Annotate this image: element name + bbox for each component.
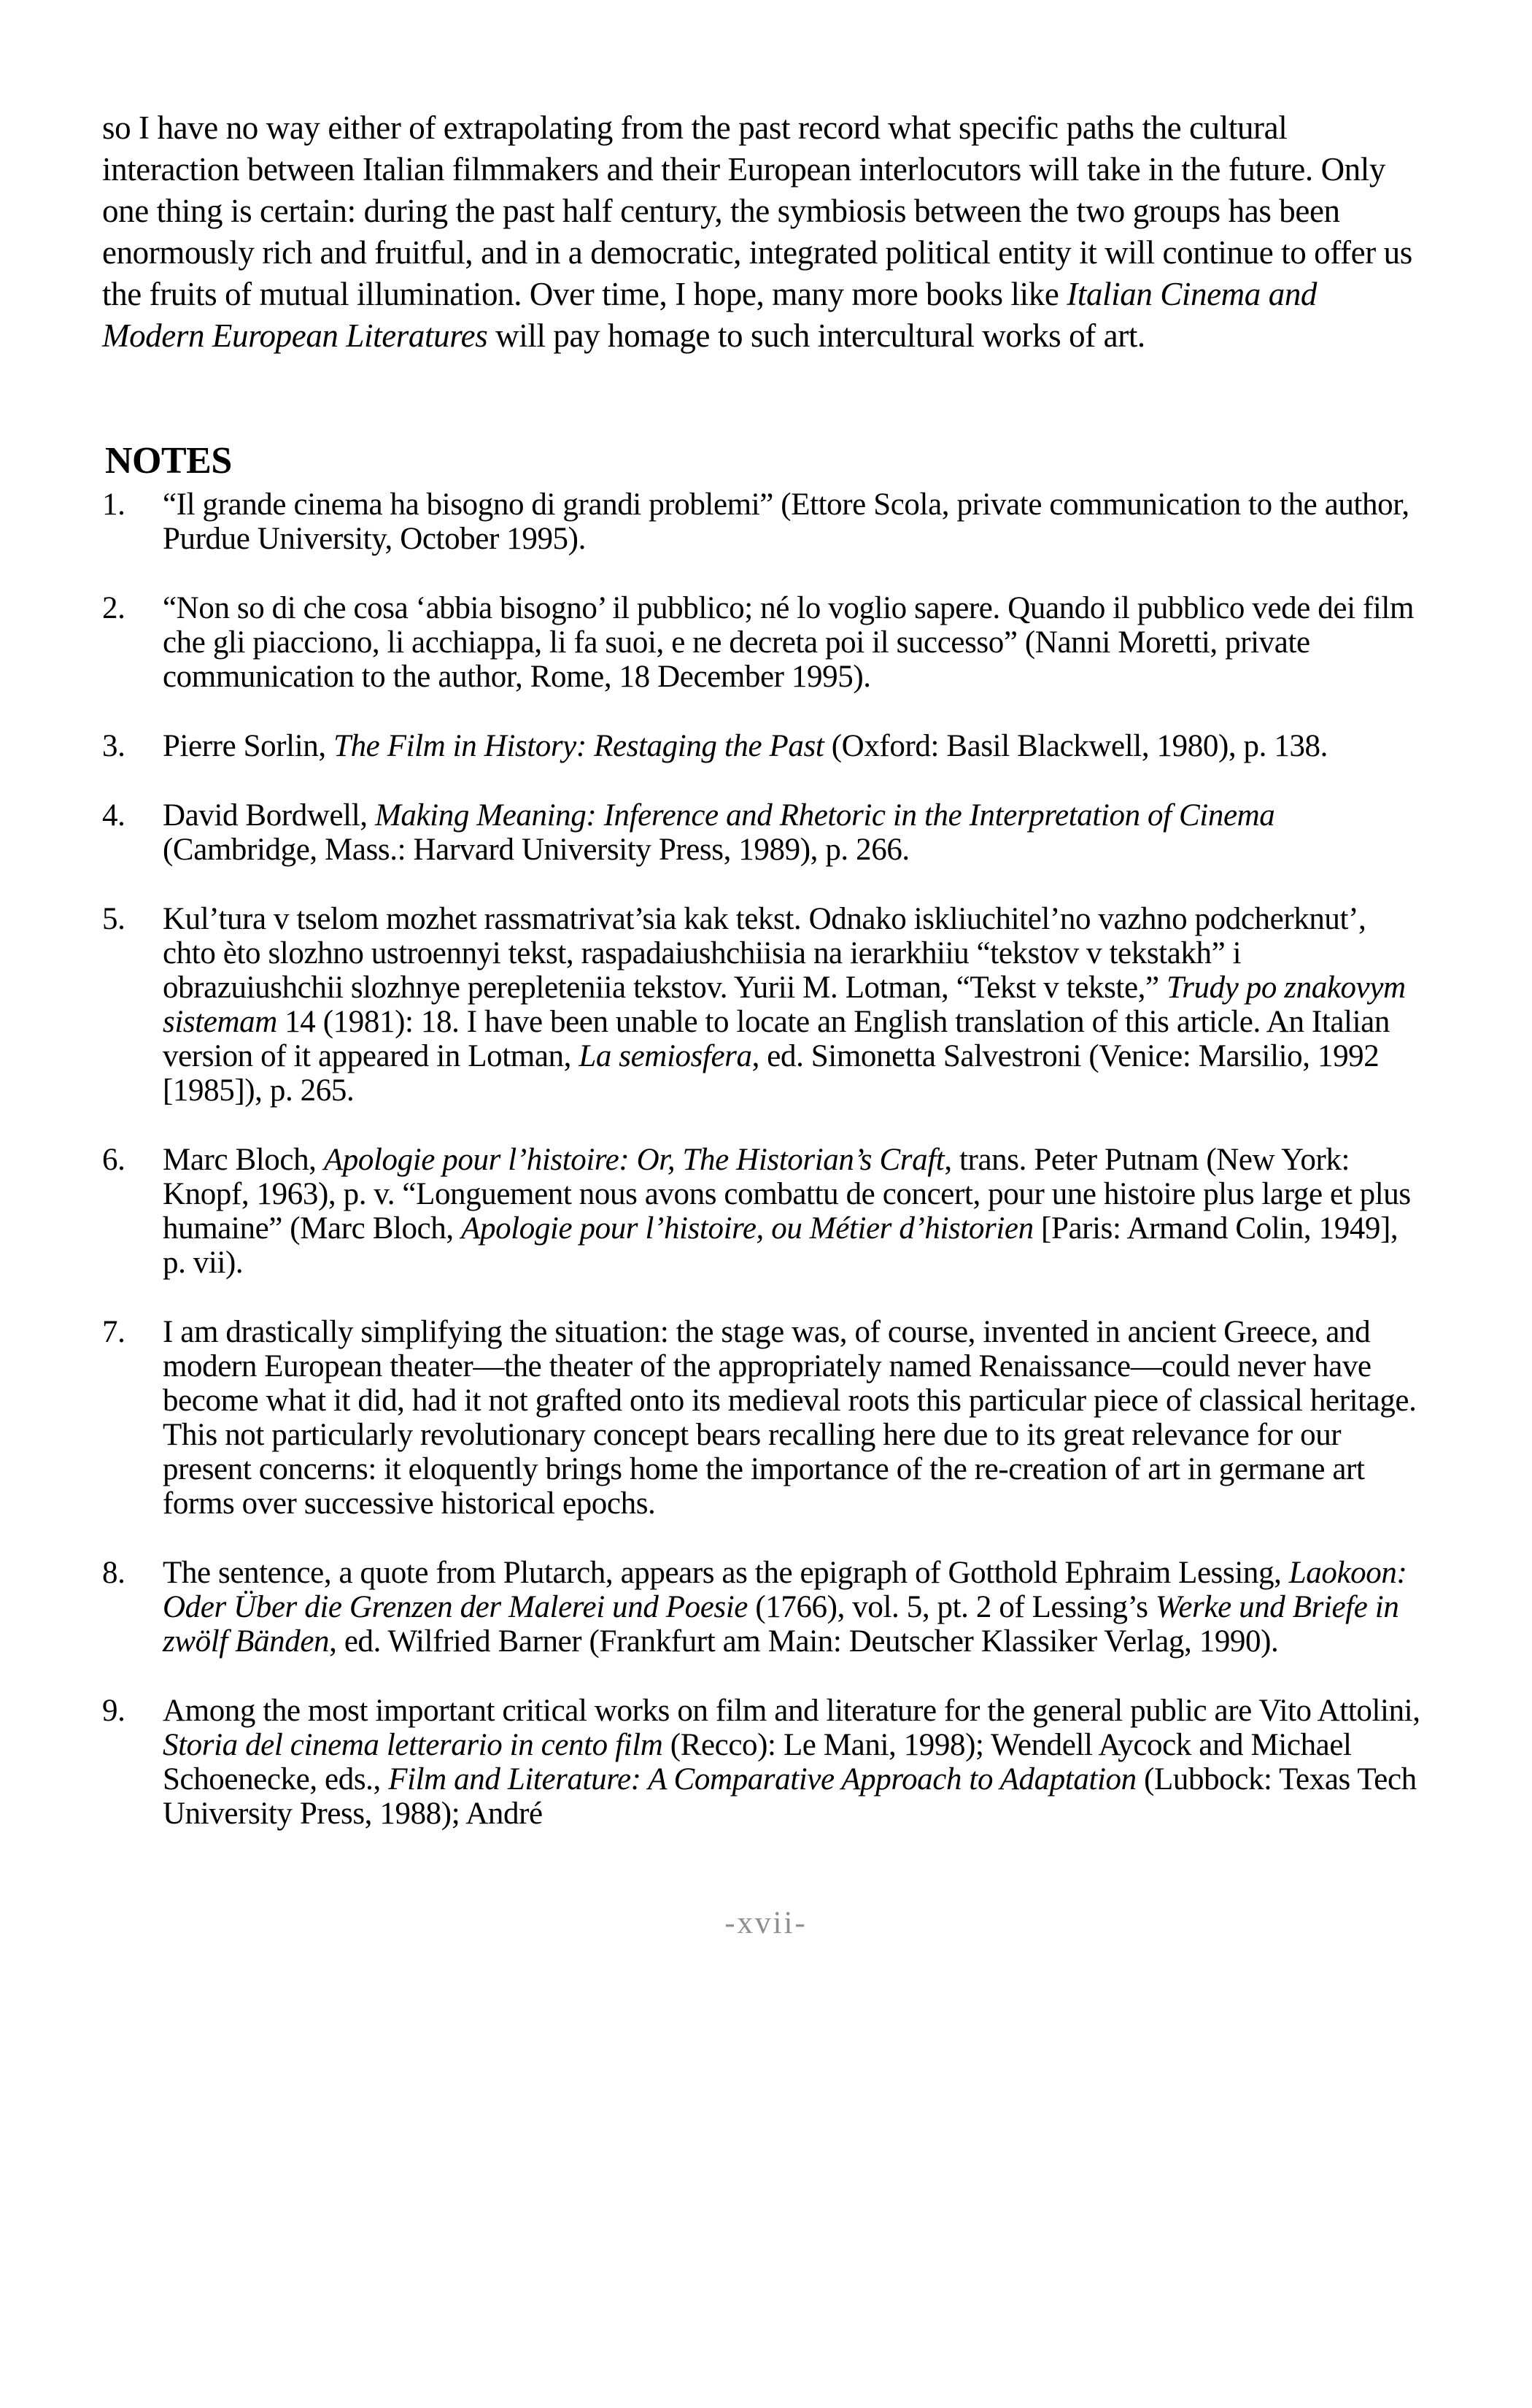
text-run: David Bordwell, xyxy=(163,798,375,833)
text-run: “Il grande cinema ha bisogno di grandi problemi” (Ettore Scola, private communication to the author, Purdue University, October 1995). xyxy=(163,487,1409,556)
text-run: (Lubbock: Texas Tech University Press, 1988); André xyxy=(163,1762,1417,1831)
text-run: (1766), vol. 5, pt. 2 of Lessing’s xyxy=(747,1590,1156,1624)
text-run: (Recco): Le Mani, 1998); Wendell Aycock and Michael Schoenecke, eds., xyxy=(163,1728,1352,1797)
note-text xyxy=(163,902,1426,1108)
text-run: [Paris: Armand Colin, 1949], p. vii). xyxy=(163,1211,1398,1280)
text-run: (Oxford: Basil Blackwell, 1980), p. 138. xyxy=(824,729,1328,763)
text-run: Kul’tura v tselom mozhet rassmatrivat’sia kak tekst. Odnako iskliuchitel’no vazhno podcherknut’, chto èto slozhno ustroennyi tekst, raspadaiushchiisia na ierarkhiiu “tekstov v tekstakh” i obrazuiushchii slozhnye perepleteniia tekstov. Yurii M. Lotman, “Tekst v tekste,” xyxy=(163,902,1366,1005)
note-text xyxy=(163,1556,1426,1659)
italic-text-run: Apologie pour l’histoire, ou Métier d’historien xyxy=(461,1211,1034,1246)
note-number: 4. xyxy=(102,798,125,833)
note-text xyxy=(163,798,1426,867)
note-item xyxy=(102,1556,1426,1659)
italic-text-run: Italian Cinema and Modern European Literatures xyxy=(102,276,1318,354)
text-run: (Cambridge, Mass.: Harvard University Press, 1989), p. 266. xyxy=(163,833,910,867)
note-number: 6. xyxy=(102,1143,125,1177)
italic-text-run: Making Meaning: Inference and Rhetoric in the Interpretation of Cinema xyxy=(374,798,1275,833)
note-item xyxy=(102,1315,1426,1521)
text-run: , trans. Peter Putnam (New York: Knopf, 1963), p. v. “Longuement nous avons combattu de concert, pour une histoire plus large et plus humaine” (Marc Bloch, xyxy=(163,1143,1411,1246)
note-number: 8. xyxy=(102,1556,125,1590)
text-run: so I have no way either of extrapolating from the past record what specific paths the cultural interaction between Italian filmmakers and their European interlocutors will take in the future. Only one thing is certain: during the past half century, the symbiosis between the two groups has been enormously rich and fruitful, and in a democratic, integrated political entity it will continue to offer us the fruits of mutual illumination. Over time, I hope, many more books like xyxy=(102,109,1412,312)
text-run: Among the most important critical works on film and literature for the general public are Vito Attolini, xyxy=(163,1694,1420,1728)
note-number: 5. xyxy=(102,902,125,936)
note-item xyxy=(102,729,1426,763)
notes-heading: NOTES xyxy=(105,440,232,482)
text-run: Pierre Sorlin, xyxy=(163,729,334,763)
note-text xyxy=(163,487,1426,556)
text-run: 14 (1981): 18. I have been unable to locate an English translation of this article. An Italian version of it appeared in Lotman, xyxy=(163,1005,1390,1073)
note-number: 9. xyxy=(102,1694,125,1728)
note-text xyxy=(163,591,1426,694)
italic-text-run: Apologie pour l’histoire: Or, The Historian’s Craft xyxy=(323,1143,945,1177)
italic-text-run: Storia del cinema letterario in cento film xyxy=(163,1728,663,1762)
note-number: 2. xyxy=(102,591,125,625)
note-text xyxy=(163,1315,1426,1521)
note-item xyxy=(102,902,1426,1108)
italic-text-run: Laokoon: Oder Über die Grenzen der Malerei und Poesie xyxy=(163,1556,1407,1624)
note-item xyxy=(102,1694,1426,1831)
note-item xyxy=(102,798,1426,867)
italic-text-run: The Film in History: Restaging the Past xyxy=(333,729,824,763)
italic-text-run: Werke und Briefe in zwölf Bänden xyxy=(163,1590,1399,1659)
page-number: -xvii- xyxy=(724,1906,808,1940)
notes-list xyxy=(102,487,1426,1866)
text-run: I am drastically simplifying the situation: the stage was, of course, invented in ancient Greece, and modern European theater—the theater of the appropriately named Renaissance—could never have become what it did, had it not grafted onto its medieval roots this particular piece of classical heritage. This not particularly revolutionary concept bears recalling here due to its great relevance for our present concerns: it eloquently brings home the importance of the re-creation of art in germane art forms over successive historical epochs. xyxy=(163,1315,1417,1521)
text-run: The sentence, a quote from Plutarch, appears as the epigraph of Gotthold Ephraim Lessing, xyxy=(163,1556,1289,1590)
text-run: , ed. Simonetta Salvestroni (Venice: Marsilio, 1992 [1985]), p. 265. xyxy=(163,1039,1380,1108)
note-text xyxy=(163,1694,1426,1831)
italic-text-run: Trudy po znakovym sistemam xyxy=(163,970,1406,1039)
intro-paragraph xyxy=(102,107,1426,357)
text-run: , ed. Wilfried Barner (Frankfurt am Main: Deutscher Klassiker Verlag, 1990). xyxy=(329,1624,1279,1659)
note-number: 7. xyxy=(102,1315,125,1349)
note-item xyxy=(102,591,1426,694)
note-item xyxy=(102,487,1426,556)
text-run: will pay homage to such intercultural works of art. xyxy=(487,317,1145,354)
text-run: “Non so di che cosa ‘abbia bisogno’ il pubblico; né lo voglio sapere. Quando il pubblico vede dei film che gli piacciono, li acchiappa, li fa suoi, e ne decreta poi il successo” (Nanni Moretti, private communication to the author, Rome, 18 December 1995). xyxy=(163,591,1415,694)
note-number: 1. xyxy=(102,487,125,522)
text-run: Marc Bloch, xyxy=(163,1143,324,1177)
note-item xyxy=(102,1143,1426,1280)
note-text xyxy=(163,1143,1426,1280)
italic-text-run: La semiosfera xyxy=(579,1039,752,1073)
note-text xyxy=(163,729,1426,763)
italic-text-run: Film and Literature: A Comparative Approach to Adaptation xyxy=(388,1762,1137,1797)
note-number: 3. xyxy=(102,729,125,763)
